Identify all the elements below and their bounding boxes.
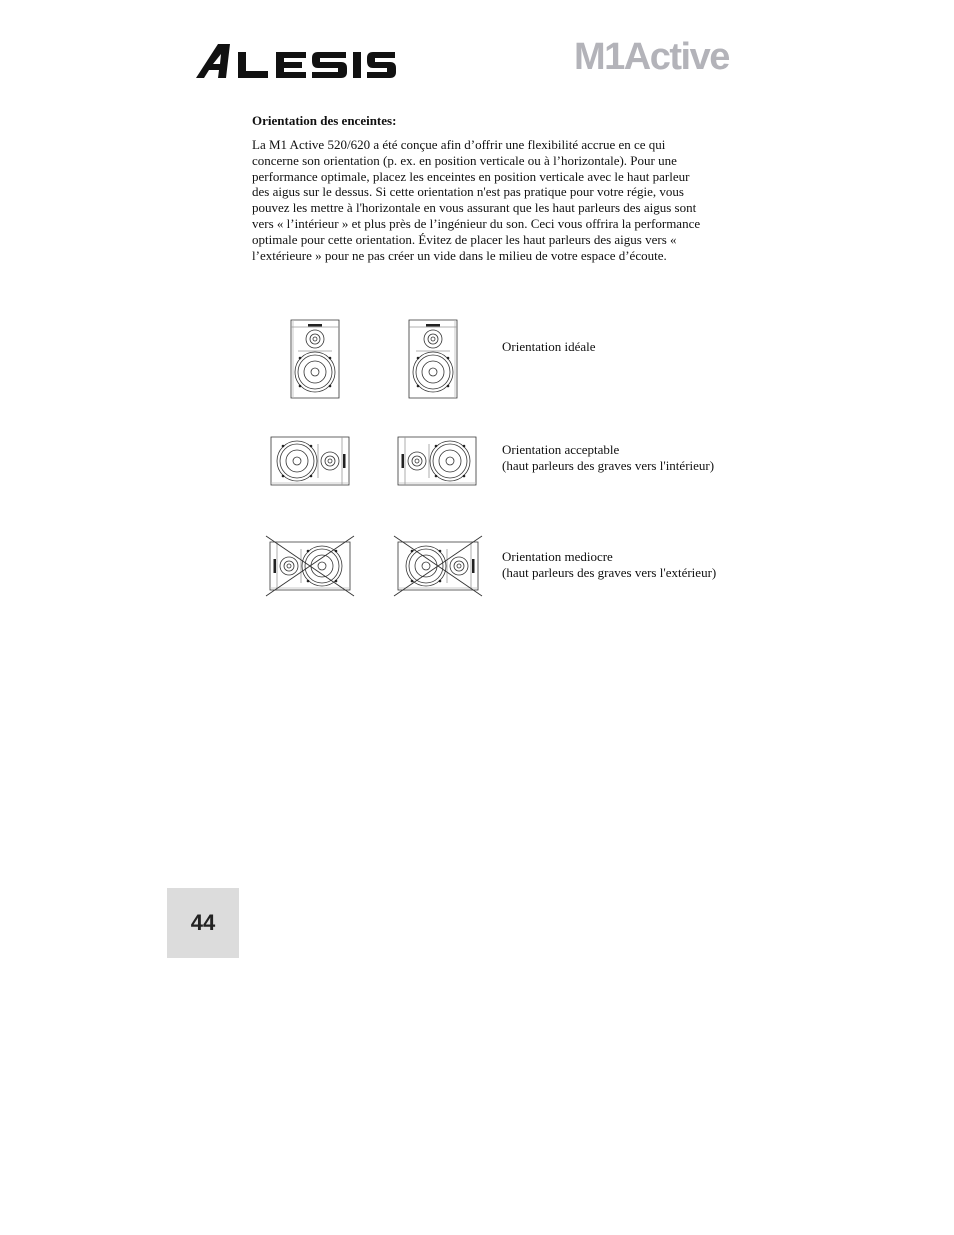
caption-acceptable-note: (haut parleurs des graves vers l'intérieur): [502, 458, 715, 473]
caption-mediocre-title: Orientation mediocre: [502, 549, 613, 564]
section-heading: Orientation des enceintes:: [252, 113, 397, 128]
page-number: 44: [167, 888, 239, 958]
alesis-logo: [196, 42, 396, 80]
caption-acceptable-title: Orientation acceptable: [502, 442, 620, 457]
speaker-vertical-right: [408, 319, 458, 399]
speaker-horizontal-tweeter-outward-left: [265, 535, 355, 597]
caption-acceptable: [502, 442, 714, 474]
speaker-horizontal-tweeter-outward-right: [393, 535, 483, 597]
caption-ideal: [502, 339, 596, 355]
speaker-horizontal-tweeter-inward-left: [270, 436, 350, 486]
caption-mediocre: [502, 549, 716, 581]
speaker-vertical-left: [290, 319, 340, 399]
caption-ideal-title: Orientation idéale: [502, 339, 596, 354]
caption-mediocre-note: (haut parleurs des graves vers l'extérieur): [502, 565, 717, 580]
product-title: M1Active: [574, 36, 729, 78]
body-paragraph: La M1 Active 520/620 a été conçue afin d’offrir une flexibilité accrue en ce qui concerne son orientation (p. ex. en position verticale ou à l’horizontale). Pour une performance optimale, placez les enceintes en position verticale avec le haut parleur des aigus sur le dessus. Si cette orientation n'est pas pratique pour votre régie, vous pouvez les mettre à l'horizontale en vous assurant que les haut parleurs des aigus sont vers « l’intérieur » et plus près de l’ingénieur du son. Ceci vous offrira la performance optimale pour cette orientation. Évitez de placer les haut parleurs des aigus vers « l’extérieure » pour ne pas créer un vide dans le milieu de votre espace d’écoute.: [252, 137, 701, 263]
speaker-horizontal-tweeter-inward-right: [397, 436, 477, 486]
